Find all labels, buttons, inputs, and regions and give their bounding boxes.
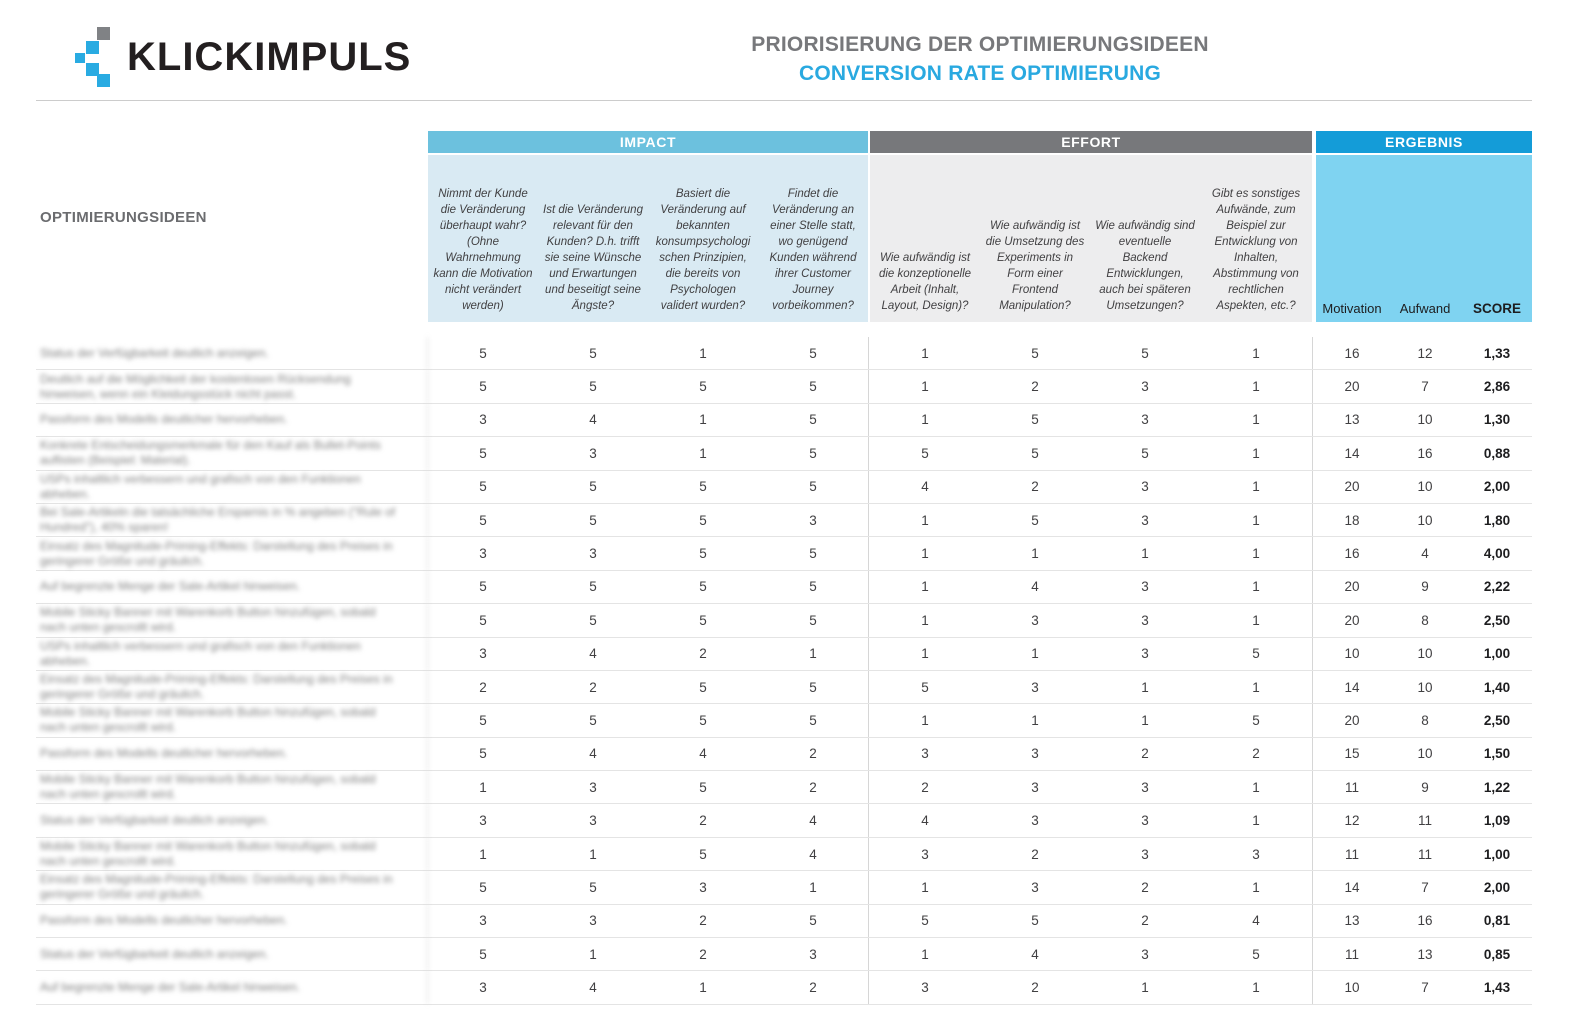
impact-score-1: 3: [479, 546, 487, 562]
impact-score-4: 5: [809, 679, 817, 695]
aufwand-value: 13: [1417, 946, 1433, 962]
score-value: 1,33: [1483, 345, 1511, 361]
effort-score-4: 1: [1252, 779, 1260, 795]
effort-score-4: 1: [1252, 579, 1260, 595]
impact-score-4: 1: [809, 646, 817, 662]
idea-label: Konkrete Entscheidungsmerkmale für den Kauf als Bullet-Points auflisten (Beispiel: Material).: [36, 437, 428, 469]
table-row: [36, 504, 1532, 537]
table-row: [36, 804, 1532, 837]
effort-question-1: Wie aufwändig ist die konzeptionelle Arbeit (Inhalt, Layout, Design)?: [878, 252, 972, 312]
effort-score-3: 3: [1141, 612, 1149, 628]
effort-score-3: 1: [1141, 712, 1149, 728]
motivation-value: 14: [1344, 445, 1360, 461]
score-value: 2,86: [1483, 379, 1511, 395]
effort-score-1: 1: [921, 946, 929, 962]
effort-score-3: 3: [1141, 779, 1149, 795]
table-row: [36, 604, 1532, 637]
score-value: 2,50: [1483, 712, 1511, 728]
impact-score-4: 1: [809, 879, 817, 895]
effort-score-1: 1: [921, 612, 929, 628]
effort-score-3: 2: [1141, 879, 1149, 895]
impact-question-1: Nimmt der Kunde die Veränderung überhaupt wahr? (Ohne Wahrnehmung kann die Motivation nicht verändert werden): [433, 188, 533, 312]
impact-score-4: 5: [809, 379, 817, 395]
effort-score-3: 3: [1141, 579, 1149, 595]
impact-score-2: 4: [589, 980, 597, 996]
idea-label: Einsatz des Magnitude-Priming-Effekts: Darstellung des Preises in geringerer Größe und gräulich.: [36, 871, 428, 903]
table-row: [36, 537, 1532, 570]
idea-label: Passform des Modells deutlicher hervorheben.: [36, 404, 428, 436]
motivation-value: 18: [1344, 512, 1360, 528]
effort-score-4: 3: [1252, 846, 1260, 862]
effort-score-3: 3: [1141, 512, 1149, 528]
aufwand-value: 10: [1417, 479, 1433, 495]
impact-score-4: 5: [809, 412, 817, 428]
effort-score-4: 1: [1252, 412, 1260, 428]
impact-score-4: 2: [809, 746, 817, 762]
impact-score-1: 5: [479, 379, 487, 395]
score-value: 1,30: [1483, 412, 1511, 428]
page-title: [630, 33, 1330, 86]
effort-score-4: 1: [1252, 445, 1260, 461]
table-row: [36, 771, 1532, 804]
motivation-value: 16: [1344, 546, 1360, 562]
aufwand-value: 9: [1421, 779, 1429, 795]
title-line2: CONVERSION RATE OPTIMIERUNG: [798, 62, 1162, 85]
score-value: 2,00: [1483, 879, 1511, 895]
effort-score-4: 5: [1252, 946, 1260, 962]
impact-score-1: 3: [479, 913, 487, 929]
impact-score-2: 5: [589, 612, 597, 628]
impact-score-1: 5: [479, 612, 487, 628]
effort-score-2: 2: [1031, 846, 1039, 862]
effort-score-3: 3: [1141, 646, 1149, 662]
effort-score-1: 4: [921, 813, 929, 829]
effort-score-4: 5: [1252, 646, 1260, 662]
impact-score-1: 3: [479, 646, 487, 662]
impact-score-1: 5: [479, 345, 487, 361]
impact-score-3: 5: [699, 779, 707, 795]
effort-score-1: 4: [921, 479, 929, 495]
motivation-value: 13: [1344, 412, 1360, 428]
title-line1: PRIORISIERUNG DER OPTIMIERUNGSIDEEN: [751, 33, 1209, 56]
impact-score-4: 5: [809, 913, 817, 929]
impact-score-2: 3: [589, 913, 597, 929]
score-value: 2,00: [1483, 479, 1511, 495]
impact-score-2: 3: [589, 546, 597, 562]
motivation-value: 10: [1344, 646, 1360, 662]
impact-score-1: 1: [479, 779, 487, 795]
score-value: 2,22: [1483, 579, 1511, 595]
impact-question-4: Findet die Veränderung an einer Stelle statt, wo genügend Kunden während ihrer Customer Journey vorbeikommen?: [769, 188, 857, 312]
effort-score-4: 1: [1252, 379, 1260, 395]
effort-score-2: 3: [1031, 779, 1039, 795]
effort-score-4: 1: [1252, 980, 1260, 996]
effort-score-1: 1: [921, 546, 929, 562]
effort-score-3: 3: [1141, 946, 1149, 962]
aufwand-column-header: Aufwand: [1399, 301, 1451, 316]
effort-score-2: 3: [1031, 612, 1039, 628]
effort-score-2: 5: [1031, 412, 1039, 428]
table-row: [36, 938, 1532, 971]
table-row: [36, 370, 1532, 403]
impact-score-2: 1: [589, 846, 597, 862]
aufwand-value: 12: [1417, 345, 1433, 361]
effort-score-3: 3: [1141, 479, 1149, 495]
impact-score-1: 5: [479, 512, 487, 528]
impact-score-2: 4: [589, 646, 597, 662]
impact-score-2: 5: [589, 379, 597, 395]
effort-score-4: 1: [1252, 612, 1260, 628]
score-value: 1,80: [1483, 512, 1511, 528]
impact-score-1: 5: [479, 879, 487, 895]
aufwand-value: 7: [1421, 980, 1429, 996]
impact-score-4: 3: [809, 512, 817, 528]
effort-score-1: 1: [921, 412, 929, 428]
aufwand-value: 16: [1417, 913, 1433, 929]
effort-question-3: Wie aufwändig sind eventuelle Backend Entwicklungen, auch bei späteren Umsetzungen?: [1095, 220, 1195, 312]
motivation-value: 20: [1344, 379, 1360, 395]
impact-question-3: Basiert die Veränderung auf bekannten konsumpsychologischen Prinzipien, die bereits von Psychologen validert wurden?: [655, 188, 751, 312]
impact-score-2: 5: [589, 579, 597, 595]
effort-score-4: 4: [1252, 913, 1260, 929]
impact-score-1: 5: [479, 712, 487, 728]
idea-label: Einsatz des Magnitude-Priming-Effekts: Darstellung des Preises in geringerer Größe und gräulich.: [36, 537, 428, 569]
effort-score-1: 1: [921, 646, 929, 662]
aufwand-value: 11: [1417, 846, 1432, 862]
effort-score-3: 2: [1141, 746, 1149, 762]
table-row: [36, 738, 1532, 771]
impact-score-1: 5: [479, 445, 487, 461]
idea-label: Auf begrenzte Menge der Sale-Artikel hinweisen.: [36, 571, 428, 603]
aufwand-value: 10: [1417, 412, 1433, 428]
impact-score-1: 3: [479, 813, 487, 829]
score-value: 1,00: [1483, 846, 1511, 862]
brand-logo: [74, 26, 411, 88]
impact-score-2: 5: [589, 712, 597, 728]
effort-score-4: 2: [1252, 746, 1260, 762]
score-value: 1,00: [1483, 646, 1511, 662]
idea-label: Deutlich auf die Möglichkeit der kostenlosen Rücksendung hinweisen, wenn ein Kleidungsstück nicht passt.: [36, 370, 428, 402]
table-row: [36, 571, 1532, 604]
impact-score-4: 3: [809, 946, 817, 962]
impact-score-1: 5: [479, 946, 487, 962]
effort-score-2: 3: [1031, 879, 1039, 895]
impact-question-2: Ist die Veränderung relevant für den Kunden? D.h. trifft sie seine Wünsche und Erwartungen und beseitigt seine Ängste?: [543, 204, 643, 312]
table-row: [36, 638, 1532, 671]
impact-score-3: 2: [699, 946, 707, 962]
impact-score-3: 5: [699, 479, 707, 495]
impact-score-2: 5: [589, 345, 597, 361]
aufwand-value: 8: [1421, 612, 1429, 628]
effort-score-3: 5: [1141, 345, 1149, 361]
impact-score-2: 2: [589, 679, 597, 695]
score-value: 0,88: [1483, 445, 1511, 461]
effort-score-2: 4: [1031, 579, 1039, 595]
impact-score-1: 5: [479, 579, 487, 595]
motivation-value: 16: [1344, 345, 1360, 361]
idea-label: Passform des Modells deutlicher hervorheben.: [36, 738, 428, 770]
effort-score-2: 4: [1031, 946, 1039, 962]
impact-score-3: 2: [699, 813, 707, 829]
effort-score-2: 5: [1031, 512, 1039, 528]
effort-score-1: 1: [921, 345, 929, 361]
table-row: [36, 404, 1532, 437]
effort-score-2: 3: [1031, 813, 1039, 829]
score-value: 2,50: [1483, 612, 1511, 628]
effort-score-2: 5: [1031, 345, 1039, 361]
motivation-value: 11: [1344, 946, 1359, 962]
effort-score-4: 1: [1252, 479, 1260, 495]
table-row: [36, 871, 1532, 904]
idea-label: Mobile Sticky Banner mit Warenkorb Button hinzufügen, sobald nach unten gescrollt wird.: [36, 838, 428, 870]
impact-score-2: 3: [589, 779, 597, 795]
aufwand-value: 9: [1421, 579, 1429, 595]
motivation-value: 20: [1344, 612, 1360, 628]
table-row: [36, 671, 1532, 704]
impact-score-4: 2: [809, 779, 817, 795]
effort-score-3: 3: [1141, 379, 1149, 395]
motivation-value: 11: [1344, 846, 1359, 862]
effort-score-4: 1: [1252, 345, 1260, 361]
score-column-header: SCORE: [1472, 301, 1521, 316]
impact-score-3: 4: [699, 746, 707, 762]
aufwand-value: 10: [1417, 646, 1433, 662]
effort-section-header: EFFORT: [870, 131, 1312, 153]
idea-label: Passform des Modells deutlicher hervorheben.: [36, 905, 428, 937]
impact-score-3: 5: [699, 512, 707, 528]
effort-score-2: 1: [1031, 646, 1039, 662]
impact-score-3: 1: [699, 980, 707, 996]
motivation-column-header: Motivation: [1322, 301, 1382, 316]
effort-score-2: 1: [1031, 546, 1039, 562]
effort-score-3: 3: [1141, 813, 1149, 829]
effort-score-1: 5: [921, 445, 929, 461]
effort-question-2: Wie aufwändig ist die Umsetzung des Experiments in Form einer Frontend Manipulation?: [985, 220, 1085, 312]
impact-score-4: 5: [809, 612, 817, 628]
motivation-value: 12: [1344, 813, 1360, 829]
idea-label: Status der Verfügbarkeit deutlich anzeigen.: [36, 938, 428, 970]
motivation-value: 10: [1344, 980, 1360, 996]
score-value: 4,00: [1483, 546, 1511, 562]
impact-score-1: 1: [479, 846, 487, 862]
idea-label: USPs inhaltlich verbessern und grafisch von den Funktionen abheben.: [36, 471, 428, 503]
impact-score-3: 5: [699, 379, 707, 395]
impact-score-2: 4: [589, 746, 597, 762]
effort-score-1: 1: [921, 712, 929, 728]
effort-score-1: 3: [921, 846, 929, 862]
table-row: [36, 337, 1532, 370]
effort-score-3: 1: [1141, 679, 1149, 695]
effort-score-3: 1: [1141, 546, 1149, 562]
impact-score-3: 5: [699, 579, 707, 595]
motivation-value: 20: [1344, 712, 1360, 728]
effort-score-1: 1: [921, 879, 929, 895]
impact-score-3: 5: [699, 846, 707, 862]
impact-score-3: 3: [699, 879, 707, 895]
motivation-value: 15: [1344, 746, 1360, 762]
impact-score-4: 5: [809, 712, 817, 728]
motivation-value: 11: [1344, 779, 1359, 795]
impact-score-2: 3: [589, 813, 597, 829]
aufwand-value: 8: [1421, 712, 1429, 728]
effort-score-2: 3: [1031, 679, 1039, 695]
impact-score-3: 5: [699, 546, 707, 562]
effort-score-4: 5: [1252, 712, 1260, 728]
effort-question-4: Gibt es sonstiges Aufwände, zum Beispiel zur Entwicklung von Inhalten, Abstimmung von rechtlichen Aspekten, etc.?: [1211, 188, 1301, 312]
effort-score-2: 5: [1031, 913, 1039, 929]
effort-score-2: 2: [1031, 980, 1039, 996]
aufwand-value: 11: [1417, 813, 1432, 829]
motivation-value: 20: [1344, 479, 1360, 495]
idea-label: Bei Sale-Artikeln die tatsächliche Ersparnis in % angeben ("Rule of Hundred"), 40% sparen!: [36, 504, 428, 536]
effort-score-2: 2: [1031, 379, 1039, 395]
score-value: 1,40: [1483, 679, 1511, 695]
effort-score-1: 1: [921, 579, 929, 595]
effort-score-4: 1: [1252, 813, 1260, 829]
idea-label: Mobile Sticky Banner mit Warenkorb Button hinzufügen, sobald nach unten gescrollt wird.: [36, 771, 428, 803]
effort-score-1: 3: [921, 980, 929, 996]
impact-score-4: 5: [809, 479, 817, 495]
impact-score-3: 2: [699, 646, 707, 662]
table-row: [36, 704, 1532, 737]
klickimpuls-logo-icon: [74, 26, 112, 88]
idea-label: USPs inhaltlich verbessern und grafisch von den Funktionen abheben.: [36, 638, 428, 670]
motivation-value: 14: [1344, 879, 1360, 895]
impact-score-4: 5: [809, 546, 817, 562]
table-row: [36, 971, 1532, 1004]
effort-score-1: 1: [921, 512, 929, 528]
impact-score-4: 4: [809, 813, 817, 829]
impact-score-1: 3: [479, 412, 487, 428]
impact-section-header: IMPACT: [428, 131, 868, 153]
header-divider: [36, 100, 1532, 101]
impact-score-2: 5: [589, 512, 597, 528]
table-row: [36, 838, 1532, 871]
impact-score-3: 5: [699, 612, 707, 628]
aufwand-value: 4: [1421, 546, 1429, 562]
optimierungsideen-header: OPTIMIERUNGSIDEEN: [40, 209, 207, 226]
idea-label: Mobile Sticky Banner mit Warenkorb Button hinzufügen, sobald nach unten gescrollt wird.: [36, 604, 428, 636]
impact-score-3: 5: [699, 712, 707, 728]
effort-score-1: 5: [921, 913, 929, 929]
impact-score-2: 5: [589, 479, 597, 495]
effort-score-4: 1: [1252, 546, 1260, 562]
table-rows: [36, 337, 1532, 1005]
effort-score-1: 2: [921, 779, 929, 795]
table-row: [36, 471, 1532, 504]
idea-label: Mobile Sticky Banner mit Warenkorb Button hinzufügen, sobald nach unten gescrollt wird.: [36, 704, 428, 736]
table-row: [36, 905, 1532, 938]
aufwand-value: 10: [1417, 512, 1433, 528]
effort-score-1: 1: [921, 379, 929, 395]
ergebnis-section-header: ERGEBNIS: [1316, 131, 1532, 153]
effort-score-2: 1: [1031, 712, 1039, 728]
effort-questions-panel: [870, 155, 1312, 322]
effort-score-3: 3: [1141, 846, 1149, 862]
effort-score-4: 1: [1252, 879, 1260, 895]
score-value: 1,09: [1483, 813, 1511, 829]
effort-score-2: 2: [1031, 479, 1039, 495]
impact-score-2: 1: [589, 946, 597, 962]
effort-score-1: 3: [921, 746, 929, 762]
motivation-value: 14: [1344, 679, 1360, 695]
impact-score-2: 5: [589, 879, 597, 895]
impact-score-1: 5: [479, 479, 487, 495]
impact-score-3: 2: [699, 913, 707, 929]
impact-score-3: 1: [699, 445, 707, 461]
effort-score-3: 5: [1141, 445, 1149, 461]
aufwand-value: 16: [1417, 445, 1433, 461]
effort-score-2: 3: [1031, 746, 1039, 762]
impact-score-4: 2: [809, 980, 817, 996]
impact-score-2: 3: [589, 445, 597, 461]
effort-score-4: 1: [1252, 512, 1260, 528]
effort-score-2: 5: [1031, 445, 1039, 461]
impact-score-1: 2: [479, 679, 487, 695]
aufwand-value: 10: [1417, 746, 1433, 762]
effort-score-3: 3: [1141, 412, 1149, 428]
idea-label: Status der Verfügbarkeit deutlich anzeigen.: [36, 804, 428, 836]
impact-score-3: 5: [699, 679, 707, 695]
aufwand-value: 7: [1421, 879, 1429, 895]
impact-score-1: 3: [479, 980, 487, 996]
brand-name: KLICKIMPULS: [127, 35, 412, 79]
effort-score-1: 5: [921, 679, 929, 695]
effort-score-4: 1: [1252, 679, 1260, 695]
score-value: 1,43: [1483, 980, 1511, 996]
impact-score-1: 5: [479, 746, 487, 762]
impact-score-4: 5: [809, 579, 817, 595]
idea-label: Auf begrenzte Menge der Sale-Artikel hinweisen.: [36, 971, 428, 1003]
score-value: 0,85: [1483, 946, 1511, 962]
impact-score-4: 5: [809, 345, 817, 361]
impact-score-2: 4: [589, 412, 597, 428]
score-value: 1,22: [1483, 779, 1511, 795]
effort-score-3: 2: [1141, 913, 1149, 929]
impact-score-4: 5: [809, 445, 817, 461]
motivation-value: 20: [1344, 579, 1360, 595]
impact-questions-panel: [428, 155, 868, 322]
effort-score-3: 1: [1141, 980, 1149, 996]
impact-score-4: 4: [809, 846, 817, 862]
table-row: [36, 437, 1532, 470]
idea-label: Einsatz des Magnitude-Priming-Effekts: Darstellung des Preises in geringerer Größe und gräulich.: [36, 671, 428, 703]
score-value: 1,50: [1483, 746, 1511, 762]
impact-score-3: 1: [699, 412, 707, 428]
score-value: 0,81: [1483, 913, 1511, 929]
aufwand-value: 7: [1421, 379, 1429, 395]
motivation-value: 13: [1344, 913, 1360, 929]
ergebnis-panel: [1316, 155, 1532, 322]
idea-label: Status der Verfügbarkeit deutlich anzeigen.: [36, 337, 428, 369]
impact-score-3: 1: [699, 345, 707, 361]
aufwand-value: 10: [1417, 679, 1433, 695]
